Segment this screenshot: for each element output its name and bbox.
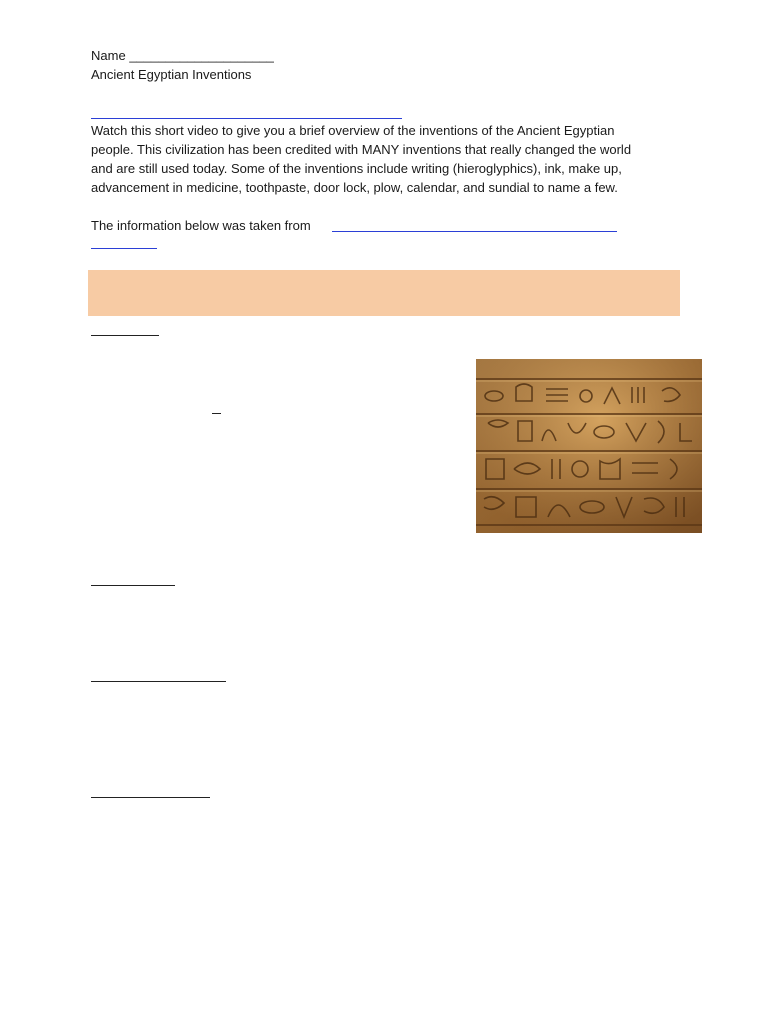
blank-line — [91, 797, 210, 798]
video-link[interactable] — [91, 118, 402, 119]
source-link-continued[interactable] — [91, 248, 157, 249]
source-link[interactable] — [332, 231, 617, 232]
intro-paragraph — [91, 121, 681, 197]
section-banner — [88, 270, 680, 316]
blank-line — [212, 413, 221, 414]
blank-line — [91, 335, 159, 336]
name-field — [91, 46, 274, 65]
intro-line: Watch this short video to give you a brief overview of the inventions of the Ancient Egyptian — [91, 123, 615, 138]
blank-line — [91, 585, 175, 586]
blank-line — [91, 681, 226, 682]
intro-line: and are still used today. Some of the inventions include writing (hieroglyphics), ink, make up, — [91, 161, 622, 176]
document-title: Ancient Egyptian Inventions — [91, 67, 252, 82]
hieroglyphics-image — [476, 359, 702, 533]
name-label: Name — [91, 48, 126, 63]
source-label: The information below was taken from — [91, 218, 311, 233]
intro-line: advancement in medicine, toothpaste, door lock, plow, calendar, and sundial to name a few. — [91, 180, 618, 195]
name-blank[interactable]: ____________________ — [129, 48, 274, 63]
intro-line: people. This civilization has been credited with MANY inventions that really changed the world — [91, 142, 632, 157]
